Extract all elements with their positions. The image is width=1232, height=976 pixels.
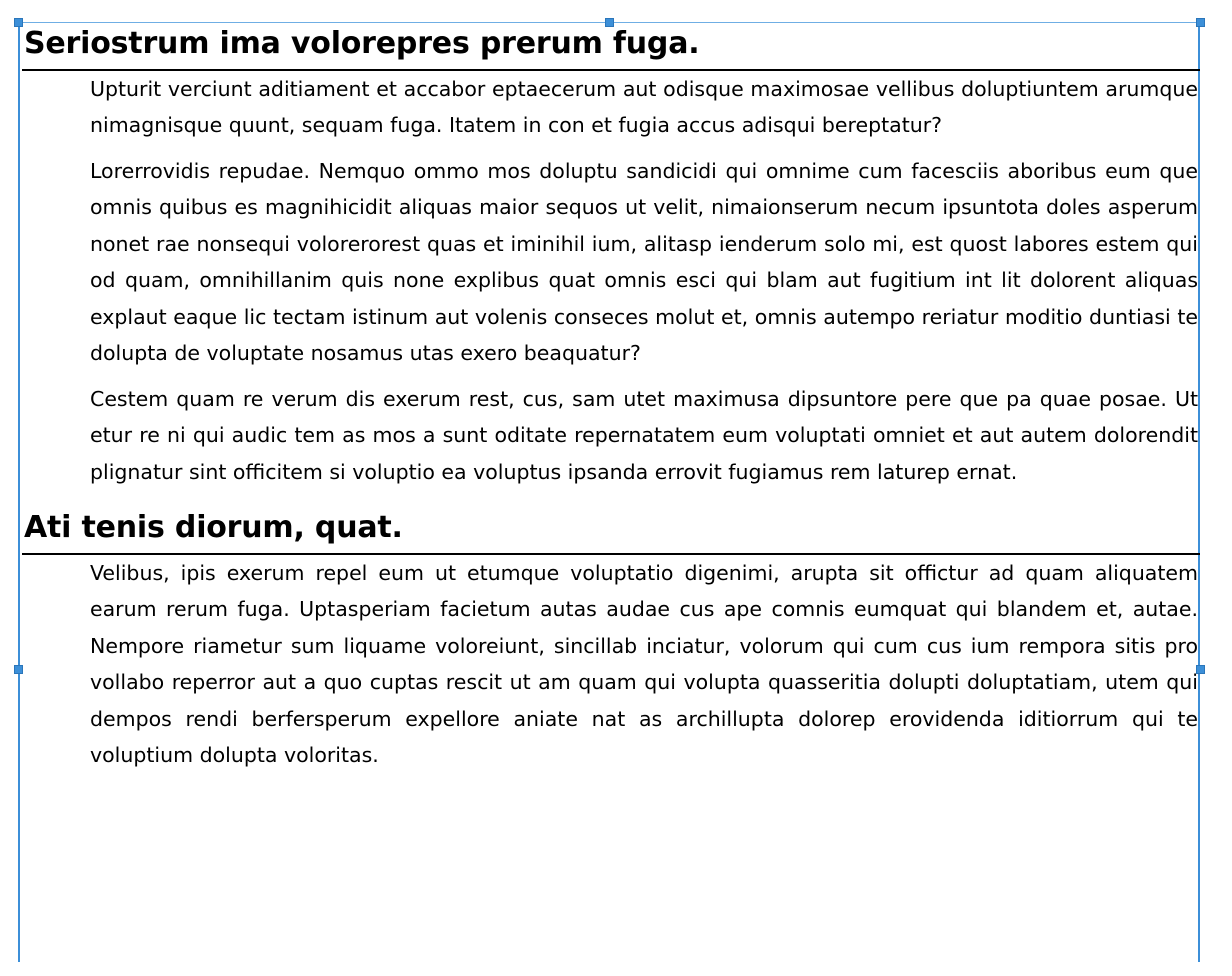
document-content	[22, 22, 1200, 774]
paragraph: Lorerrovidis repudae. Nemquo ommo mos doluptu sandicidi qui omnime cum facesciis aboribus eum que omnis quibus es magnihicidit aliquas maior sequos ut velit, nimaionserum necum ipsuntota doles asperum nonet rae nonsequi volorerorest quas et iminihil ium, alitasp ienderum solo mi, est quost labores estem qui od quam, omnihillanim quis none explibus quat omnis esci qui blam aut fugitium int lit dolorent aliquas explaut eaque lic tectam istinum aut volenis conseces molut et, omnis autempo reriatur moditio duntiasi te dolupta de voluptate nosamus utas exero beaquatur?	[90, 158, 1198, 365]
paragraph: Upturit verciunt aditiament et accabor eptaecerum aut odisque maximosae vellibus doluptiuntem arumque nimagnisque quunt, sequam fuga. Itatem in con et fugia accus adisqui bereptatur?	[90, 76, 1198, 137]
section-heading-1: Seriostrum ima volorepres prerum fuga.	[22, 22, 1200, 71]
section-body-2	[22, 555, 1200, 774]
paragraph: Velibus, ipis exerum repel eum ut etumque voluptatio digenimi, arupta sit offictur ad quam aliquatem earum rerum fuga. Uptasperiam facietum autas audae cus ape comnis eumquat qui blandem et, autae. Nempore riametur sum liquame voloreiunt, sincillab inciatur, volorum qui cum cus ium rempora sitis pro vollabo reperror aut a quo cuptas rescit ut am quam qui volupta quasseritia dolupti doluptatiam, utem qui dempos rendi berfersperum expellore aniate nat as archillupta dolorep erovidenda iditiorrum qui te voluptium dolupta voloritas.	[90, 560, 1198, 767]
section-body-1	[22, 71, 1200, 491]
paragraph: Cestem quam re verum dis exerum rest, cus, sam utet maximusa dipsuntore pere que pa quae posae. Ut etur re ni qui audic tem as mos a sunt oditate repernatatem eum voluptati omniet et aut autem dolorendit plignatur sint officitem si voluptio ea voluptus ipsanda errovit fugiamus rem laturep ernat.	[90, 386, 1198, 484]
section-heading-2: Ati tenis diorum, quat.	[22, 506, 1200, 555]
